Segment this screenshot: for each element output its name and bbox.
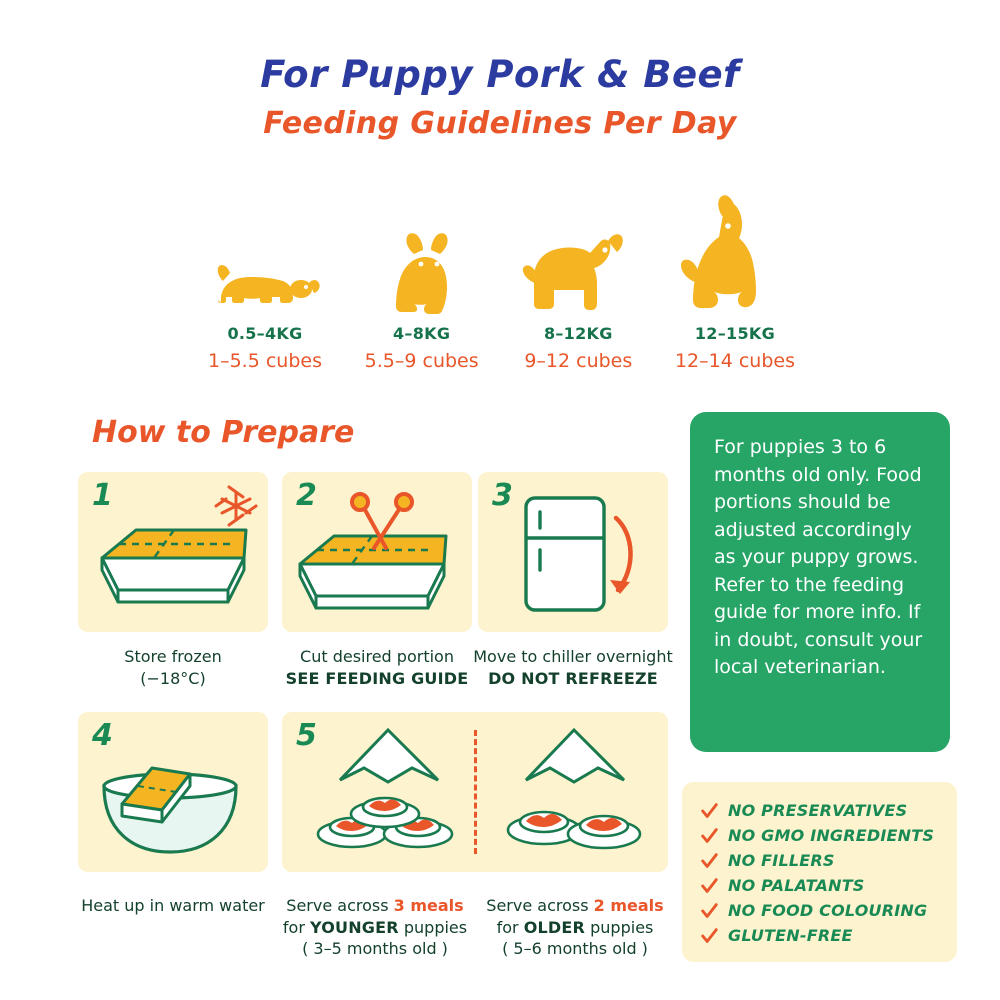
prepare-step-2	[282, 472, 472, 632]
claim-item	[700, 848, 945, 873]
step-number-4: 4	[92, 718, 113, 753]
prepare-step-1	[78, 472, 268, 632]
serve-left-line2-pre: for	[282, 917, 310, 937]
serve-right-meals: 2 meals	[593, 896, 664, 915]
check-icon	[700, 852, 718, 870]
prepare-step-5	[282, 712, 668, 872]
page-title: For Puppy Pork & Beef	[260, 53, 740, 96]
check-icon	[700, 927, 718, 945]
two-bowls-icon	[478, 712, 668, 872]
feeding-column-3	[503, 195, 653, 372]
claim-item	[700, 823, 945, 848]
claim-label: GLUTEN-FREE	[728, 926, 853, 945]
check-icon	[700, 902, 718, 920]
dog-sitting-icon	[660, 195, 810, 315]
step-1-caption	[78, 646, 268, 689]
serve-left-age-range: ( 3–5 months old )	[302, 939, 448, 959]
weight-range-1: 0.5–4KG	[227, 324, 303, 343]
step-number-3: 3	[492, 478, 513, 513]
cube-amount-4: 12–14 cubes	[674, 350, 795, 372]
check-icon	[700, 877, 718, 895]
step-1-caption-line1: Store frozen	[124, 647, 222, 666]
step-1-caption-line2: (−18°C)	[140, 668, 206, 688]
step-5-serving-left-caption	[278, 895, 472, 960]
serve-left-meals: 3 meals	[393, 896, 464, 915]
header	[0, 52, 1000, 141]
serve-right-line2-post: puppies	[585, 917, 654, 937]
serve-left-line1-pre: Serve across	[286, 896, 394, 915]
claim-label: NO GMO INGREDIENTS	[728, 826, 935, 845]
step-3-caption-line1: Move to chiller overnight	[473, 647, 673, 666]
step-4-caption-line1: Heat up in warm water	[81, 896, 265, 915]
weight-range-3: 8–12KG	[543, 324, 613, 343]
serve-right-line1-pre: Serve across	[486, 896, 594, 915]
claim-label: NO PRESERVATIVES	[728, 801, 908, 820]
step-3-caption	[470, 646, 676, 689]
weight-range-2: 4–8KG	[393, 324, 451, 343]
page-subtitle: Feeding Guidelines Per Day	[263, 106, 737, 142]
step-3-caption-line2: DO NOT REFREEZE	[488, 668, 658, 688]
three-bowls-icon	[292, 712, 482, 872]
cube-amount-3: 9–12 cubes	[524, 350, 633, 372]
puppy-standing-icon	[503, 195, 653, 315]
claims-panel	[682, 782, 957, 962]
step-4-caption	[60, 895, 286, 917]
step-number-2: 2	[296, 478, 317, 513]
feeding-note-panel	[690, 412, 950, 752]
step-2-caption-line2: SEE FEEDING GUIDE	[285, 668, 469, 688]
step-2-caption	[282, 646, 472, 689]
serve-left-age-group: YOUNGER	[309, 917, 399, 937]
puppy-lying-icon	[190, 195, 340, 315]
claim-label: NO FOOD COLOURING	[728, 901, 928, 920]
feeding-column-4	[660, 195, 810, 372]
feeding-column-2	[347, 195, 497, 372]
feeding-column-1	[190, 195, 340, 372]
claim-item	[700, 898, 945, 923]
how-to-prepare-heading: How to Prepare	[92, 415, 355, 450]
step-number-5: 5	[296, 718, 317, 753]
serve-right-age-range: ( 5–6 months old )	[502, 939, 648, 959]
prepare-step-4	[78, 712, 268, 872]
claim-item	[700, 798, 945, 823]
claim-label: NO FILLERS	[728, 851, 835, 870]
serve-right-age-group: OLDER	[523, 917, 586, 937]
check-icon	[700, 827, 718, 845]
claim-item	[700, 873, 945, 898]
cube-amount-2: 5.5–9 cubes	[364, 350, 479, 372]
claim-item	[700, 923, 945, 948]
cube-amount-1: 1–5.5 cubes	[208, 350, 322, 372]
step-5-serving-right-caption	[478, 895, 672, 960]
serve-right-line2-pre: for	[496, 917, 524, 937]
step-2-caption-line1: Cut desired portion	[300, 647, 454, 666]
prepare-step-3	[478, 472, 668, 632]
puppy-sitting-icon	[347, 195, 497, 315]
feeding-table	[190, 195, 810, 372]
check-icon	[700, 802, 718, 820]
feeding-note-text: For puppies 3 to 6 months old only. Food portions should be adjusted accordingly as your puppy grows. Refer to the feeding guide for more info. If in doubt, consult your local veterinarian.	[714, 436, 923, 679]
serve-left-line2-post: puppies	[398, 917, 468, 937]
step-number-1: 1	[92, 478, 113, 513]
claim-label: NO PALATANTS	[728, 876, 865, 895]
weight-range-4: 12–15KG	[694, 324, 776, 343]
